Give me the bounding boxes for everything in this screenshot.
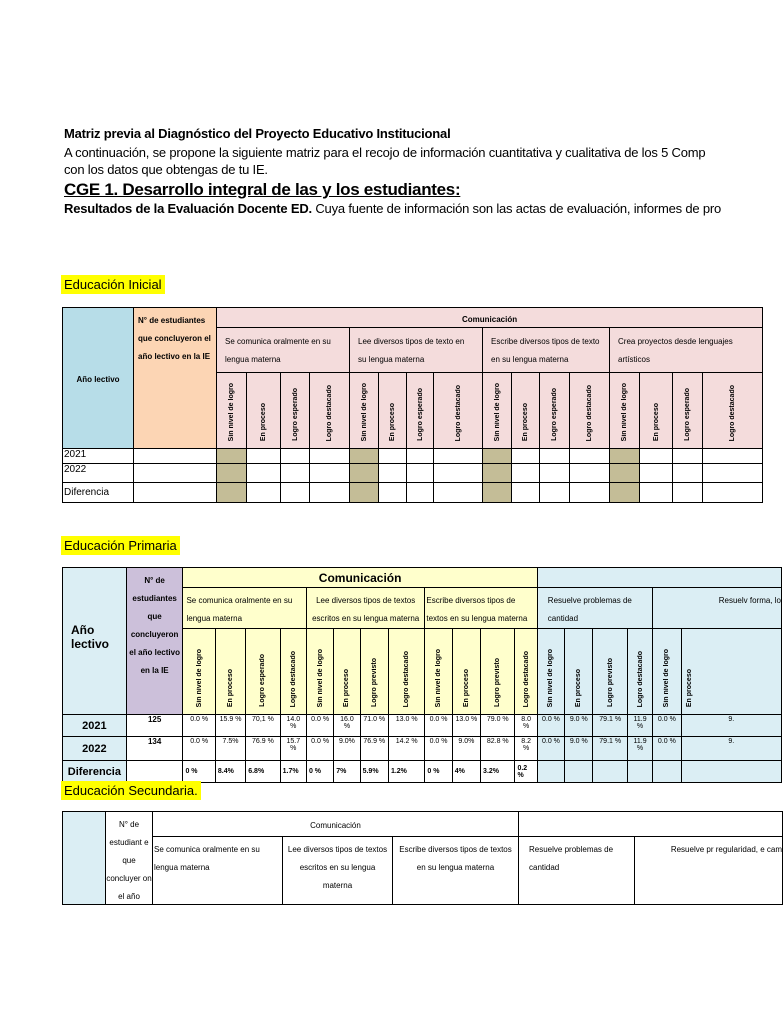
primaria-value-cell[interactable]: 9.0% [452, 737, 480, 761]
cge-heading: CGE 1. Desarrollo integral de las y los estudiantes: [64, 180, 461, 199]
primaria-value-cell[interactable]: 6.8% [246, 761, 280, 783]
primaria-nivel-header: Logro esperado [246, 629, 280, 715]
primaria-nivel-header: Sin nivel de logro [653, 629, 681, 715]
table-primaria [62, 567, 782, 783]
primaria-value-cell[interactable]: 15.9 % [215, 715, 245, 737]
primaria-value-cell[interactable]: 0 % [306, 761, 333, 783]
inicial-nivel-header: Logro esperado [407, 373, 434, 449]
label-educacion-inicial: Educación Inicial [61, 275, 165, 294]
primaria-value-cell[interactable]: 1.7% [280, 761, 306, 783]
inicial-cell[interactable] [512, 449, 540, 464]
primaria-body [63, 715, 782, 783]
inicial-cell[interactable] [217, 464, 247, 483]
primaria-nivel-header: Logro previsto [360, 629, 388, 715]
inicial-cell[interactable] [540, 483, 570, 503]
primaria-value-cell[interactable]: 8.4% [215, 761, 245, 783]
results-text: Cuya fuente de información son las actas de evaluación, informes de pro [311, 201, 722, 216]
inicial-cell[interactable] [310, 449, 350, 464]
table-secundaria-wrap [62, 811, 782, 901]
primaria-row [63, 737, 782, 761]
primaria-value-cell[interactable]: 7.5% [215, 737, 245, 761]
inicial-nivel-header: Sin nivel de logro [350, 373, 379, 449]
inicial-cell[interactable] [379, 449, 407, 464]
primaria-value-cell[interactable] [681, 761, 781, 783]
inicial-cell[interactable] [483, 483, 512, 503]
primaria-nivel-header: Sin nivel de logro [183, 629, 215, 715]
intro-line-2: con los datos que obtengas de tu IE. [64, 162, 268, 177]
primaria-value-cell[interactable]: 11.9 % [627, 715, 652, 737]
primaria-value-cell[interactable]: 0.0 % [425, 715, 452, 737]
primaria-value-cell[interactable] [627, 761, 652, 783]
inicial-anio-lectivo-header: Año lectivo [63, 308, 134, 449]
table-primaria-wrap [62, 567, 781, 780]
inicial-n-estudiantes-header: N° de estudiantes que concluyeron el año lectivo en la IE [134, 308, 217, 449]
inicial-cell[interactable] [483, 449, 512, 464]
inicial-comp-3: Escribe diversos tipos de texto en su lengua materna [483, 328, 610, 373]
intro-line-1: A continuación, se propone la siguiente matriz para el recojo de información cuantitativa y cualitativa de los 5 Comp [64, 145, 706, 160]
inicial-cell[interactable] [134, 464, 217, 483]
primaria-nivel-header: En proceso [215, 629, 245, 715]
inicial-cell[interactable] [350, 483, 379, 503]
primaria-value-cell[interactable]: 0.0 % [653, 737, 681, 761]
primaria-nivel-header: En proceso [565, 629, 593, 715]
inicial-cell[interactable] [407, 483, 434, 503]
primaria-value-cell[interactable]: 0.0 % [537, 715, 564, 737]
inicial-nivel-header: En proceso [247, 373, 281, 449]
primaria-comp-5: Resuelv forma, lo [653, 588, 782, 629]
inicial-cell[interactable] [281, 464, 310, 483]
inicial-area-comunicacion: Comunicación [217, 308, 763, 328]
secundaria-comp-2: Lee diversos tipos de textos escritos en su lengua materna [283, 837, 393, 905]
inicial-nivel-header: Logro esperado [540, 373, 570, 449]
inicial-cell[interactable] [703, 449, 763, 464]
inicial-cell[interactable] [640, 449, 673, 464]
primaria-nivel-header: Sin nivel de logro [425, 629, 452, 715]
document-title: Matriz previa al Diagnóstico del Proyecto Educativo Institucional [64, 126, 451, 141]
primaria-nivel-header: Sin nivel de logro [537, 629, 564, 715]
inicial-cell[interactable] [703, 483, 763, 503]
primaria-nivel-header: En proceso [681, 629, 781, 715]
label-educacion-secundaria: Educación Secundaria. [61, 781, 201, 800]
primaria-value-cell[interactable]: 9. [681, 737, 781, 761]
primaria-value-cell[interactable]: 0.0 % [306, 715, 333, 737]
primaria-value-cell[interactable]: 71.0 % [360, 715, 388, 737]
inicial-nivel-header: Sin nivel de logro [217, 373, 247, 449]
secundaria-comp-4: Resuelve problemas de cantidad [519, 837, 635, 905]
inicial-nivel-header: En proceso [640, 373, 673, 449]
primaria-value-cell[interactable]: 0.2 % [515, 761, 537, 783]
inicial-cell[interactable] [134, 449, 217, 464]
inicial-cell[interactable] [247, 464, 281, 483]
primaria-value-cell[interactable]: 3.2% [481, 761, 515, 783]
secundaria-comp-1: Se comunica oralmente en su lengua materna [153, 837, 283, 905]
secundaria-n-estudiantes-header: N° de estudiant e que concluyer on el año [106, 812, 153, 905]
inicial-nivel-header: Logro esperado [281, 373, 310, 449]
primaria-nivel-header: En proceso [334, 629, 360, 715]
primaria-row-year: 2021 [63, 715, 127, 737]
primaria-value-cell[interactable]: 82.8 % [481, 737, 515, 761]
primaria-value-cell[interactable]: 76.9 % [246, 737, 280, 761]
inicial-nivel-header: Sin nivel de logro [610, 373, 640, 449]
inicial-cell[interactable] [310, 483, 350, 503]
primaria-value-cell[interactable] [565, 761, 593, 783]
primaria-area-comunicacion: Comunicación [183, 568, 537, 588]
primaria-row-year: 2022 [63, 737, 127, 761]
inicial-cell[interactable] [379, 483, 407, 503]
primaria-value-cell[interactable] [537, 761, 564, 783]
primaria-nivel-header: Logro previsto [481, 629, 515, 715]
inicial-cell[interactable] [540, 464, 570, 483]
inicial-cell[interactable] [703, 464, 763, 483]
inicial-cell[interactable] [217, 483, 247, 503]
inicial-nivel-header: Logro destacado [310, 373, 350, 449]
secundaria-comp-3: Escribe diversos tipos de textos en su lengua materna [393, 837, 519, 905]
primaria-value-cell[interactable]: 0.0 % [653, 715, 681, 737]
primaria-value-cell[interactable]: 79.1 % [593, 737, 627, 761]
inicial-nivel-header: En proceso [379, 373, 407, 449]
primaria-nivel-header: Logro destacado [515, 629, 537, 715]
primaria-row-n[interactable] [126, 761, 183, 783]
inicial-cell[interactable] [673, 464, 703, 483]
primaria-row-year: Diferencia [63, 761, 127, 783]
primaria-comp-2: Lee diversos tipos de textos escritos en su lengua materna [306, 588, 424, 629]
table-inicial-wrap [62, 307, 737, 507]
results-line [64, 201, 721, 216]
results-bold: Resultados de la Evaluación Docente ED. [64, 201, 312, 216]
primaria-value-cell[interactable] [593, 761, 627, 783]
primaria-value-cell[interactable]: 9.0 % [565, 737, 593, 761]
primaria-row [63, 761, 782, 783]
primaria-value-cell[interactable]: 0 % [425, 761, 452, 783]
inicial-cell[interactable] [281, 449, 310, 464]
inicial-cell[interactable] [610, 483, 640, 503]
inicial-cell[interactable] [540, 449, 570, 464]
secundaria-comp-5: Resuelve pr regularidad, e cam [635, 837, 783, 905]
inicial-row-label: 2022 [63, 464, 134, 483]
primaria-nivel-header: Logro destacado [280, 629, 306, 715]
inicial-cell[interactable] [640, 464, 673, 483]
primaria-value-cell[interactable]: 76.9 % [360, 737, 388, 761]
inicial-cell[interactable] [350, 449, 379, 464]
primaria-value-cell[interactable]: 5.9% [360, 761, 388, 783]
primaria-value-cell[interactable]: 0.0 % [183, 737, 215, 761]
inicial-nivel-header: Logro destacado [434, 373, 483, 449]
inicial-cell[interactable] [570, 464, 610, 483]
primaria-area-blank [537, 568, 781, 588]
inicial-cell[interactable] [434, 449, 483, 464]
inicial-nivel-header: Logro destacado [570, 373, 610, 449]
primaria-value-cell[interactable]: 15.7 % [280, 737, 306, 761]
primaria-value-cell[interactable]: 16.0 % [334, 715, 360, 737]
primaria-value-cell[interactable]: 79.1 % [593, 715, 627, 737]
inicial-cell[interactable] [570, 483, 610, 503]
primaria-value-cell[interactable]: 0 % [183, 761, 215, 783]
inicial-cell[interactable] [512, 483, 540, 503]
primaria-value-cell[interactable]: 1.2% [388, 761, 424, 783]
inicial-cell[interactable] [673, 449, 703, 464]
primaria-row [63, 715, 782, 737]
table-secundaria [62, 811, 783, 905]
primaria-value-cell[interactable]: 8.0 % [515, 715, 537, 737]
inicial-cell[interactable] [247, 449, 281, 464]
inicial-cell[interactable] [310, 464, 350, 483]
table-inicial [62, 307, 763, 503]
primaria-anio-lectivo-header: Año lectivo [63, 568, 127, 715]
inicial-cell[interactable] [640, 483, 673, 503]
inicial-cell[interactable] [610, 449, 640, 464]
secundaria-area-comunicacion: Comunicación [153, 812, 519, 837]
inicial-row-label: 2021 [63, 449, 134, 464]
primaria-nivel-header: Logro destacado [627, 629, 652, 715]
primaria-comp-1: Se comunica oralmente en su lengua materna [183, 588, 306, 629]
inicial-cell[interactable] [350, 464, 379, 483]
primaria-value-cell[interactable]: 70,1 % [246, 715, 280, 737]
primaria-nivel-header: Logro destacado [388, 629, 424, 715]
inicial-row-label: Diferencia [63, 483, 134, 503]
secundaria-area-blank [519, 812, 783, 837]
inicial-cell[interactable] [379, 464, 407, 483]
inicial-nivel-header: Logro destacado [703, 373, 763, 449]
inicial-cell[interactable] [407, 449, 434, 464]
primaria-value-cell[interactable]: 13.0 % [388, 715, 424, 737]
primaria-value-cell[interactable]: 11.9 % [627, 737, 652, 761]
primaria-value-cell[interactable]: 0.0 % [183, 715, 215, 737]
inicial-cell[interactable] [434, 483, 483, 503]
primaria-value-cell[interactable]: 4% [452, 761, 480, 783]
primaria-value-cell[interactable]: 0.0 % [537, 737, 564, 761]
secundaria-anio-header [63, 812, 106, 905]
primaria-value-cell[interactable]: 0.0 % [425, 737, 452, 761]
label-educacion-primaria: Educación Primaria [61, 536, 180, 555]
inicial-cell[interactable] [134, 483, 217, 503]
primaria-value-cell[interactable] [653, 761, 681, 783]
primaria-value-cell[interactable]: 79.0 % [481, 715, 515, 737]
primaria-row-n[interactable]: 125 [126, 715, 183, 737]
inicial-cell[interactable] [673, 483, 703, 503]
inicial-cell[interactable] [281, 483, 310, 503]
primaria-value-cell[interactable]: 7% [334, 761, 360, 783]
primaria-comp-4: Resuelve problemas de cantidad [537, 588, 652, 629]
primaria-nivel-header: En proceso [452, 629, 480, 715]
primaria-nivel-header: Logro previsto [593, 629, 627, 715]
inicial-cell[interactable] [247, 483, 281, 503]
primaria-value-cell[interactable]: 9.0% [334, 737, 360, 761]
inicial-cell[interactable] [570, 449, 610, 464]
inicial-nivel-header: Sin nivel de logro [483, 373, 512, 449]
primaria-value-cell[interactable]: 9. [681, 715, 781, 737]
primaria-row-n[interactable]: 134 [126, 737, 183, 761]
inicial-nivel-header: En proceso [512, 373, 540, 449]
primaria-n-estudiantes-header: N° de estudiantes que concluyeron el año lectivo en la IE [126, 568, 183, 715]
inicial-comp-1: Se comunica oralmente en su lengua materna [217, 328, 350, 373]
inicial-comp-2: Lee diversos tipos de texto en su lengua materna [350, 328, 483, 373]
inicial-cell[interactable] [483, 464, 512, 483]
inicial-cell[interactable] [217, 449, 247, 464]
inicial-cell[interactable] [610, 464, 640, 483]
primaria-value-cell[interactable]: 13.0 % [452, 715, 480, 737]
primaria-value-cell[interactable]: 8.2 % [515, 737, 537, 761]
primaria-value-cell[interactable]: 14.2 % [388, 737, 424, 761]
primaria-nivel-header: Sin nivel de logro [306, 629, 333, 715]
inicial-comp-4: Crea proyectos desde lenguajes artísticos [610, 328, 763, 373]
primaria-value-cell[interactable]: 0.0 % [306, 737, 333, 761]
inicial-nivel-header: Logro esperado [673, 373, 703, 449]
primaria-value-cell[interactable]: 14.0 % [280, 715, 306, 737]
primaria-comp-3: Escribe diversos tipos de textos en su lengua materna [425, 588, 537, 629]
primaria-value-cell[interactable]: 9.0 % [565, 715, 593, 737]
inicial-cell[interactable] [434, 464, 483, 483]
inicial-cell[interactable] [407, 464, 434, 483]
inicial-cell[interactable] [512, 464, 540, 483]
